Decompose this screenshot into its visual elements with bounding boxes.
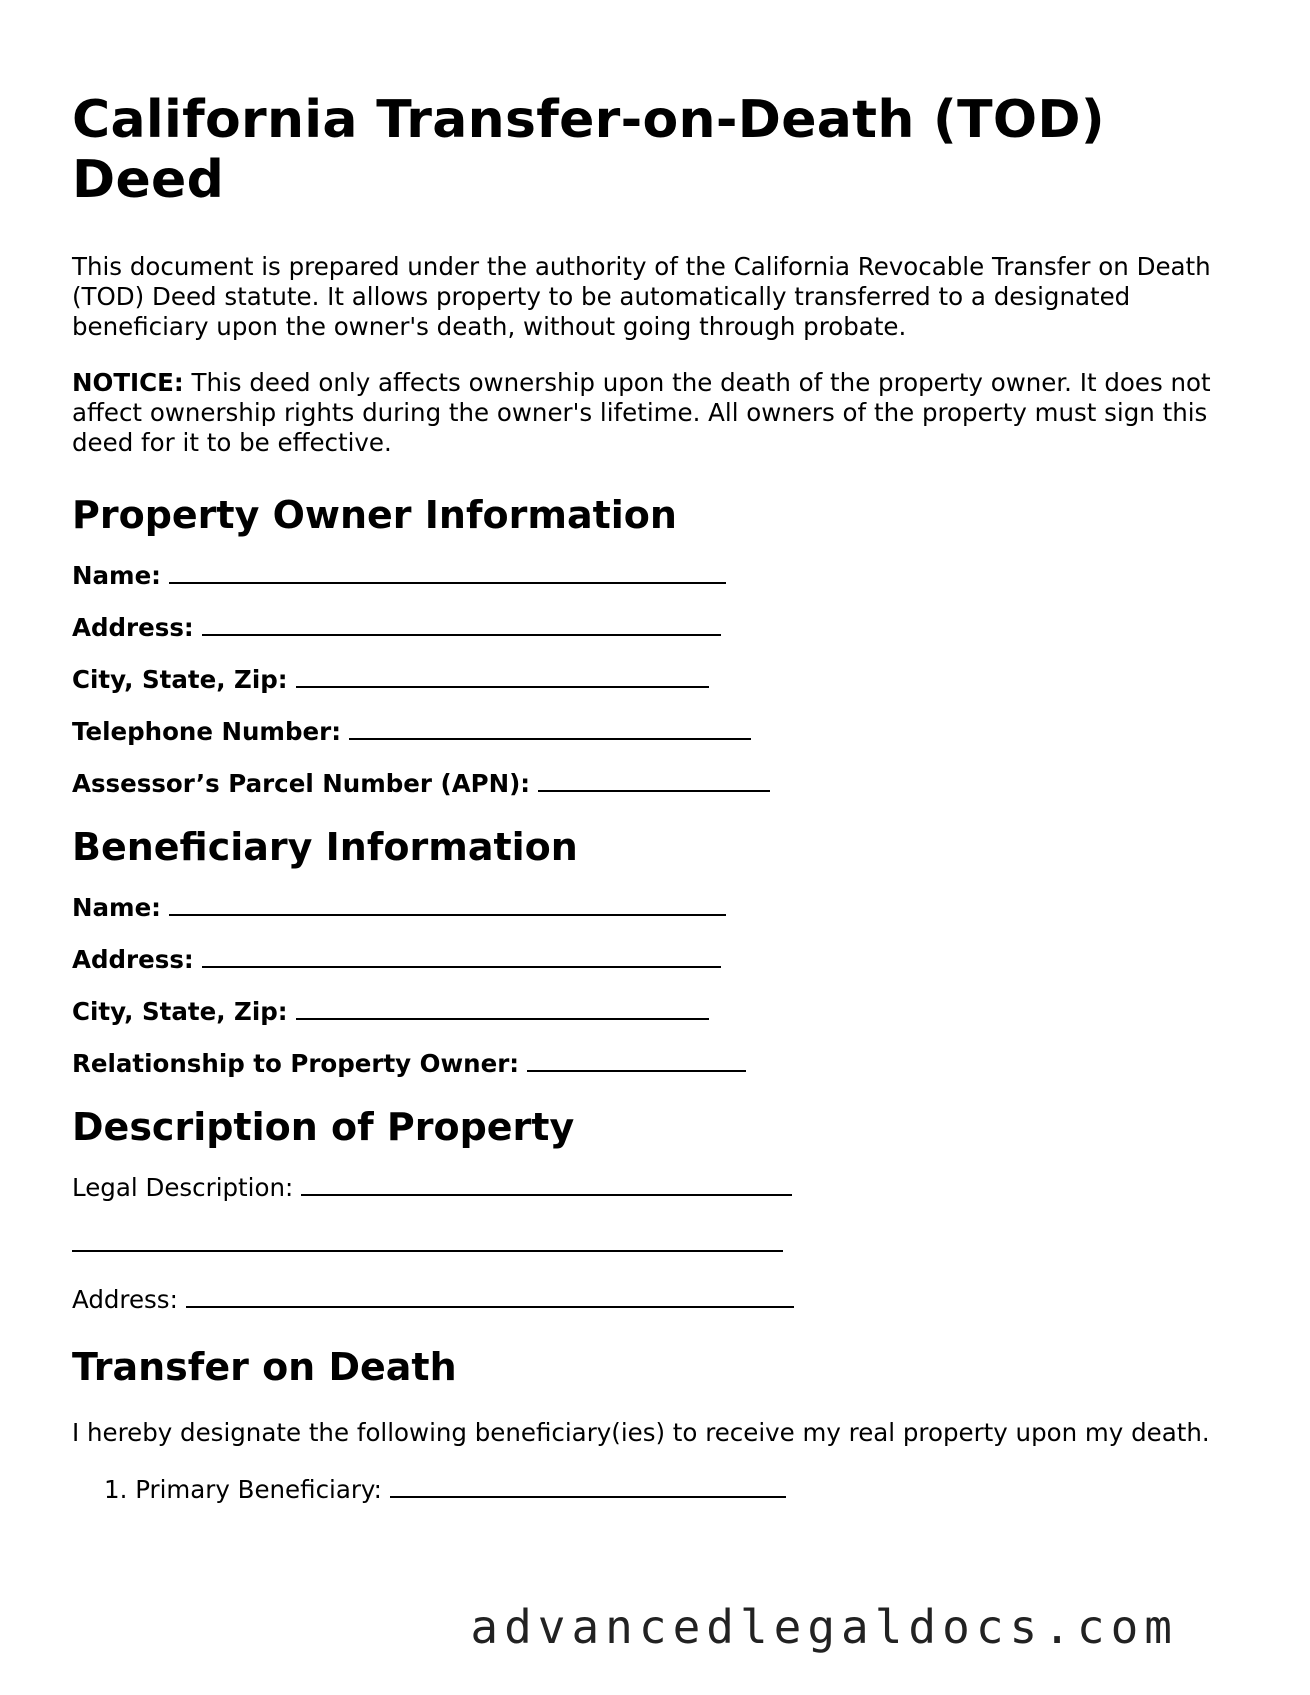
beneficiary-city-blank[interactable] xyxy=(296,996,709,1020)
beneficiary-name-label: Name: xyxy=(72,893,161,922)
property-address-field xyxy=(72,1284,1222,1314)
transfer-paragraph: I hereby designate the following beneficiary(ies) to receive my real property upon my death. xyxy=(72,1418,1210,1447)
owner-city-blank[interactable] xyxy=(296,664,709,688)
beneficiary-relationship-label: Relationship to Property Owner: xyxy=(72,1049,520,1078)
owner-telephone-blank[interactable] xyxy=(349,716,751,740)
beneficiary-name-field xyxy=(72,892,1222,922)
legal-description-continuation xyxy=(72,1228,1222,1258)
watermark-text: advancedlegaldocs.com xyxy=(470,1600,1178,1654)
owner-apn-label: Assessor’s Parcel Number (APN): xyxy=(72,769,531,798)
legal-description-field xyxy=(72,1172,1222,1202)
owner-apn-field xyxy=(72,768,1222,798)
beneficiary-relationship-blank[interactable] xyxy=(527,1048,746,1072)
beneficiary-relationship-field xyxy=(72,1048,1222,1078)
owner-address-field xyxy=(72,612,1222,642)
beneficiary-city-field xyxy=(72,996,1222,1026)
owner-telephone-label: Telephone Number: xyxy=(72,717,341,746)
beneficiary-address-field xyxy=(72,944,1222,974)
transfer-section-heading: Transfer on Death xyxy=(72,1345,457,1389)
owner-city-label: City, State, Zip: xyxy=(72,665,288,694)
notice-text: This deed only affects ownership upon the death of the property owner. It does not affect ownership rights during the owner's lifetime. All owners of the property must sign this deed for it to be effective. xyxy=(72,368,1211,457)
beneficiary-address-blank[interactable] xyxy=(202,944,721,968)
owner-city-field xyxy=(72,664,1222,694)
primary-beneficiary-blank[interactable] xyxy=(390,1474,786,1498)
owner-address-blank[interactable] xyxy=(202,612,721,636)
document-page xyxy=(72,90,1222,1504)
owner-name-label: Name: xyxy=(72,561,161,590)
intro-paragraph: This document is prepared under the authority of the California Revocable Transfer on Death (TOD) Deed statute. It allows property to be automatically transferred to a designated beneficiary upon the owner's death, without going through probate. xyxy=(72,252,1211,341)
notice-paragraph xyxy=(72,368,1222,458)
beneficiary-name-blank[interactable] xyxy=(169,892,726,916)
legal-description-blank-line-2[interactable] xyxy=(72,1228,783,1252)
list-number: 1. xyxy=(104,1475,128,1504)
property-address-label: Address: xyxy=(72,1285,178,1314)
legal-description-blank[interactable] xyxy=(301,1172,792,1196)
legal-description-label: Legal Description: xyxy=(72,1173,294,1202)
property-address-blank[interactable] xyxy=(186,1284,794,1308)
primary-beneficiary-label: Primary Beneficiary: xyxy=(135,1475,382,1504)
owner-telephone-field xyxy=(72,716,1222,746)
property-section-heading: Description of Property xyxy=(72,1105,575,1149)
owner-name-blank[interactable] xyxy=(169,560,726,584)
beneficiary-section-heading: Beneficiary Information xyxy=(72,825,578,869)
owner-section-heading: Property Owner Information xyxy=(72,493,677,537)
beneficiary-address-label: Address: xyxy=(72,945,194,974)
beneficiary-city-label: City, State, Zip: xyxy=(72,997,288,1026)
owner-address-label: Address: xyxy=(72,613,194,642)
owner-apn-blank[interactable] xyxy=(538,768,770,792)
owner-name-field xyxy=(72,560,1222,590)
notice-label: NOTICE: xyxy=(72,368,184,397)
document-title: California Transfer-on-Death (TOD) Deed xyxy=(72,90,1105,210)
primary-beneficiary-item xyxy=(72,1474,1222,1504)
